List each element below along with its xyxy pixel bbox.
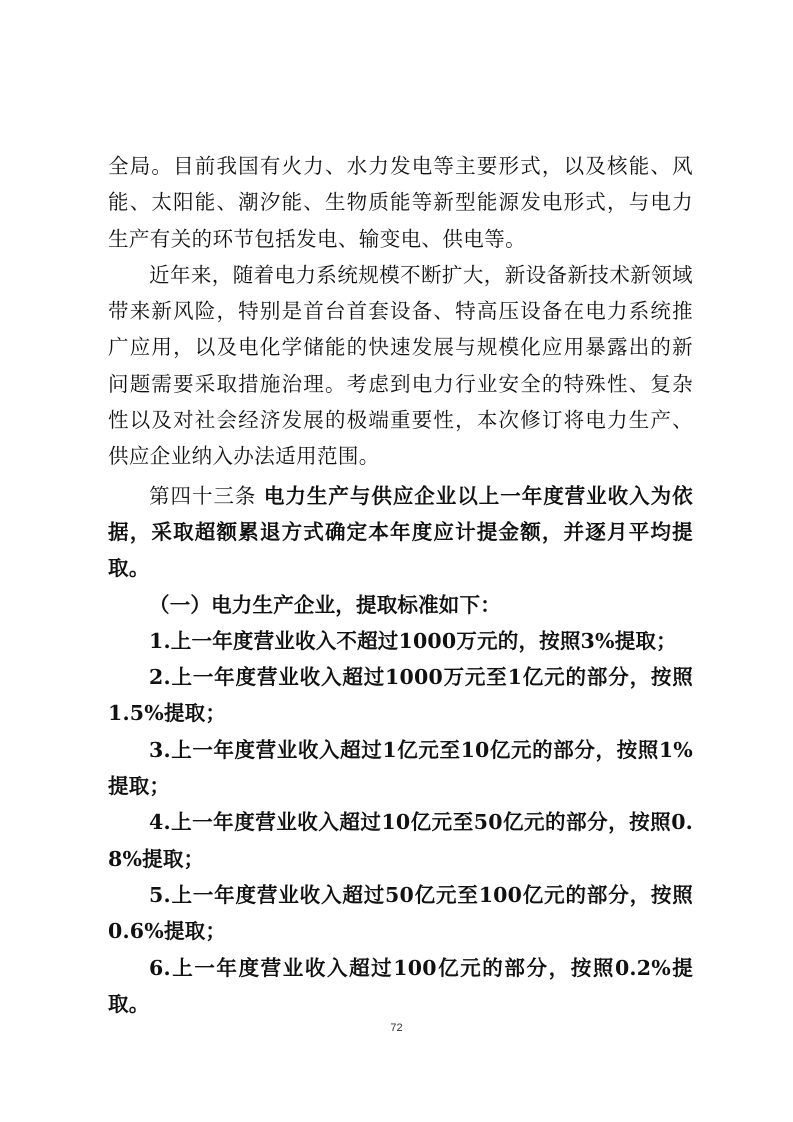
- article-number: 第四十三条: [149, 483, 257, 508]
- list-item: 2.上一年度营业收入超过1000万元至1亿元的部分，按照1.5%提取；: [108, 665, 693, 726]
- subheading: （一）电力生产企业，提取标准如下：: [149, 592, 501, 617]
- list-item: 1.上一年度营业收入不超过1000万元的，按照3%提取；: [149, 628, 677, 653]
- document-page: [108, 148, 693, 1022]
- list-item: 3.上一年度营业收入超过1亿元至10亿元的部分，按照1%提取；: [108, 737, 693, 799]
- article-paragraph: [108, 478, 693, 587]
- list-item: 5.上一年度营业收入超过50亿元至100亿元的部分，按照0.6%提取；: [108, 882, 693, 944]
- article-text: 电力生产与供应企业以上一年度营业收入为依据，采取超额累退方式确定本年度应计提金额，并逐月平均提取。: [108, 483, 693, 581]
- page-number: 72: [390, 1022, 403, 1034]
- list-item: 6.上一年度营业收入超过100亿元的部分，按照0.2%提取。: [108, 955, 693, 1016]
- list-item: 4.上一年度营业收入超过10亿元至50亿元的部分，按照0.8%提取；: [108, 810, 693, 871]
- body-paragraph: 近年来，随着电力系统规模不断扩大，新设备新技术新领域带来新风险，特别是首台首套设备、特高压设备在电力系统推广应用，以及电化学储能的快速发展与规模化应用暴露出的新问题需要采取措施治理。考虑到电力行业安全的特殊性、复杂性以及对社会经济发展的极端重要性，本次修订将电力生产、供应企业纳入办法适用范围。: [108, 262, 693, 469]
- body-paragraph-continuation: 全局。目前我国有火力、水力发电等主要形式，以及核能、风能、太阳能、潮汐能、生物质能等新型能源发电形式，与电力生产有关的环节包括发电、输变电、供电等。: [108, 154, 693, 251]
